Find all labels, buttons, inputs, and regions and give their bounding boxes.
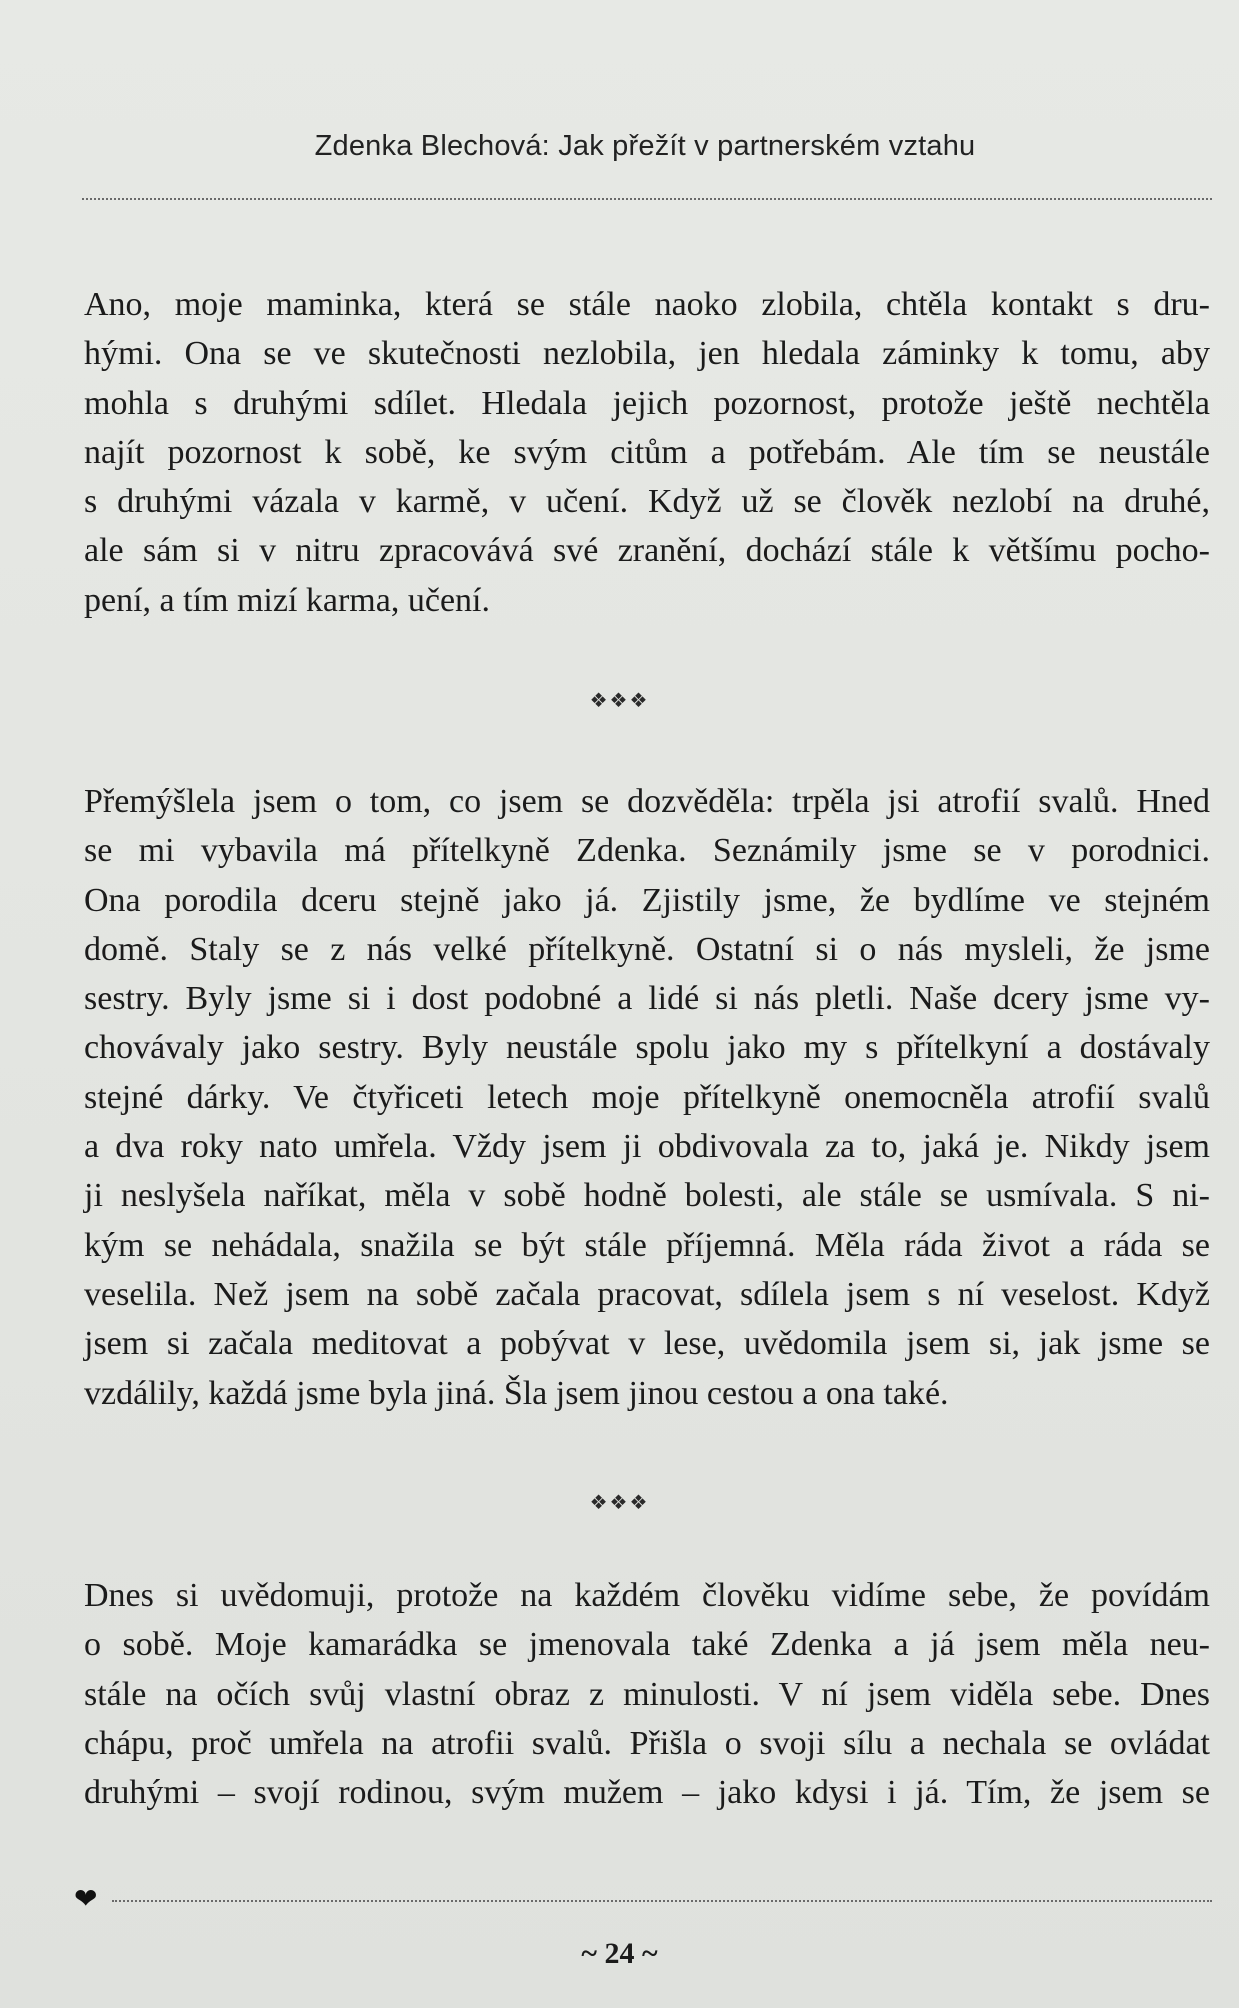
text-line: jsem si začala meditovat a pobývat v lese, uvědomila jsem si, jak jsme se	[84, 1325, 1210, 1363]
text-line: stejné dárky. Ve čtyřiceti letech moje přítelkyně onemocněla atrofií svalů	[84, 1078, 1210, 1116]
section-divider-ornament: ❖❖❖	[589, 1490, 650, 1514]
text-line: mohla s druhými sdílet. Hledala jejich pozornost, protože ještě nechtěla	[84, 384, 1210, 422]
text-line: sestry. Byly jsme si i dost podobné a lidé si nás pletli. Naše dcery jsme vy-	[84, 980, 1210, 1018]
text-line: Ano, moje maminka, která se stále naoko zlobila, chtěla kontakt s dru-	[84, 286, 1210, 323]
text-line: vzdálily, každá jsme byla jiná. Šla jsem jinou cestou a ona také.	[84, 1374, 949, 1412]
text-line: pení, a tím mizí karma, učení.	[84, 581, 490, 619]
text-line: ale sám si v nitru zpracovává své zranění, dochází stále k většímu pocho-	[84, 532, 1210, 570]
text-line: o sobě. Moje kamarádka se jmenovala také Zdenka a já jsem měla neu-	[84, 1626, 1210, 1664]
paragraph-3	[84, 1571, 1210, 1817]
text-line: ji neslyšela naříkat, měla v sobě hodně bolesti, ale stále se usmívala. S ni-	[84, 1177, 1210, 1215]
text-line: Dnes si uvědomuji, protože na každém člověku vidíme sebe, že povídám	[84, 1577, 1210, 1614]
paragraph-1	[84, 280, 1210, 625]
text-line: domě. Staly se z nás velké přítelkyně. Ostatní si o nás mysleli, že jsme	[84, 930, 1210, 968]
heart-icon: ❤	[74, 1882, 98, 1915]
text-line: druhými – svojí rodinou, svým mužem – jako kdysi i já. Tím, že jsem se	[84, 1774, 1210, 1812]
page-number: ~ 24 ~	[581, 1937, 658, 1970]
text-line: najít pozornost k sobě, ke svým citům a potřebám. Ale tím se neustále	[84, 433, 1210, 471]
text-line: chápu, proč umřela na atrofii svalů. Přišla o svoji sílu a nechala se ovládat	[84, 1724, 1210, 1762]
text-line: hými. Ona se ve skutečnosti nezlobila, jen hledala záminky k tomu, aby	[84, 335, 1210, 373]
text-line: kým se nehádala, snažila se být stále příjemná. Měla ráda život a ráda se	[84, 1226, 1210, 1264]
paragraph-2	[84, 777, 1210, 1418]
text-line: stále na očích svůj vlastní obraz z minulosti. V ní jsem viděla sebe. Dnes	[84, 1675, 1210, 1713]
text-line: se mi vybavila má přítelkyně Zdenka. Seznámily jsme se v porodnici.	[84, 832, 1210, 870]
text-line: Ona porodila dceru stejně jako já. Zjistily jsme, že bydlíme ve stejném	[84, 881, 1210, 919]
header-dotted-rule	[82, 198, 1212, 200]
text-line: a dva roky nato umřela. Vždy jsem ji obdivovala za to, jaká je. Nikdy jsem	[84, 1128, 1210, 1166]
section-divider-ornament: ❖❖❖	[589, 688, 650, 712]
footer-dotted-rule	[112, 1900, 1212, 1902]
running-header: Zdenka Blechová: Jak přežít v partnerském vztahu	[314, 130, 976, 162]
text-line: s druhými vázala v karmě, v učení. Když už se člověk nezlobí na druhé,	[84, 483, 1210, 521]
text-line: Přemýšlela jsem o tom, co jsem se dozvěděla: trpěla jsi atrofií svalů. Hned	[84, 783, 1210, 820]
text-line: chovávaly jako sestry. Byly neustále spolu jako my s přítelkyní a dostávaly	[84, 1029, 1210, 1067]
text-line: veselila. Než jsem na sobě začala pracovat, sdílela jsem s ní veselost. Když	[84, 1275, 1210, 1313]
